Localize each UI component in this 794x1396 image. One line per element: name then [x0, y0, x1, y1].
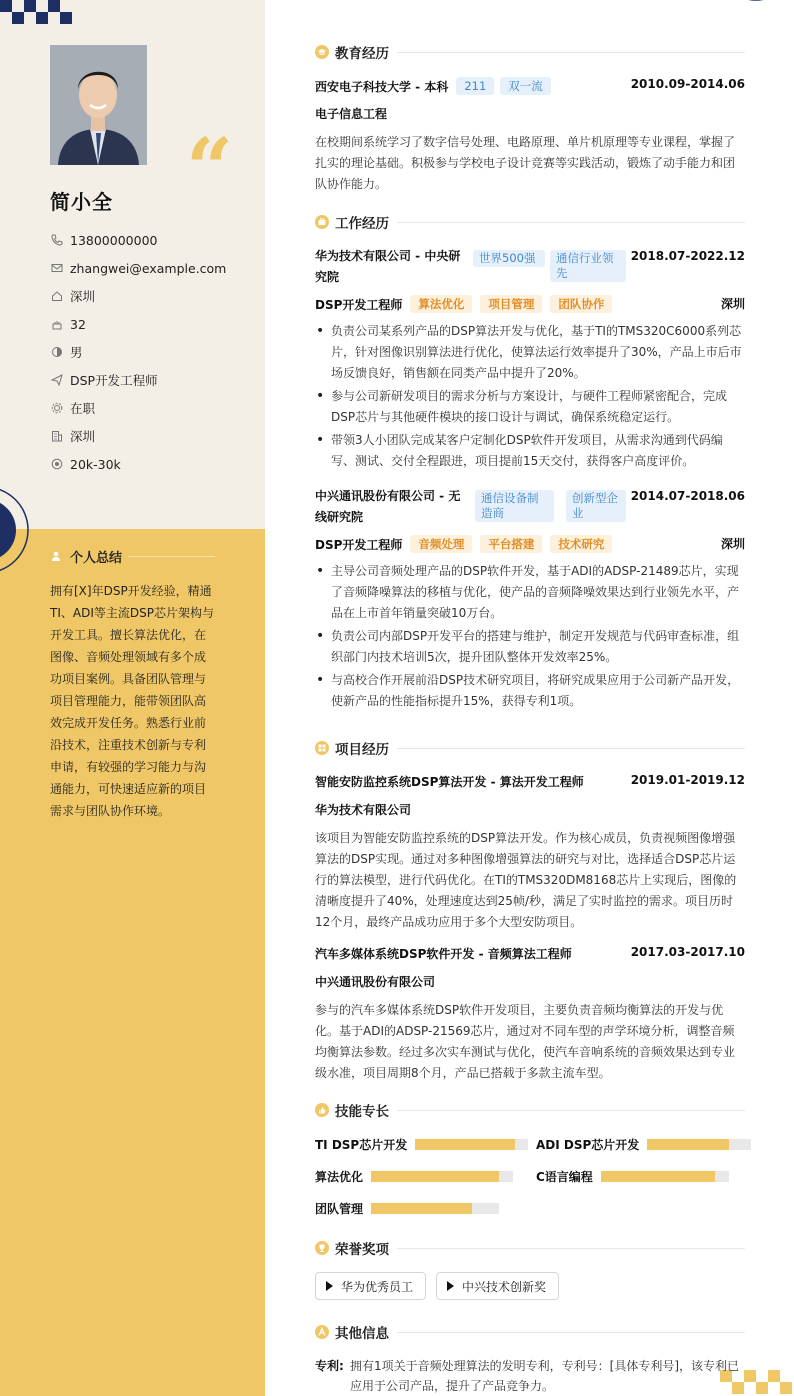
info-phone-text: 13800000000 [70, 232, 158, 248]
job-skill-tag: 项目管理 [480, 295, 542, 313]
award-label: 华为优秀员工 [341, 1279, 414, 1294]
mail-icon [50, 261, 64, 275]
projects-divider [397, 748, 745, 749]
job-tag: 创新型企业 [566, 490, 626, 522]
skill-name: 算法优化 [315, 1169, 364, 1184]
ring-decoration-right [718, 0, 794, 38]
award-chip [436, 1272, 559, 1300]
education-major: 电子信息工程 [315, 107, 388, 121]
work-header [315, 212, 745, 232]
job-skill-tag: 技术研究 [550, 535, 612, 553]
skills-header [315, 1100, 745, 1120]
list-item: • 带领3人小团队完成某客户定制化DSP软件开发项目，从需求沟通到代码编写、测试、交付全程跟进，项目提前15天交付，获得客户高度评价。 [315, 430, 745, 472]
graduation-cap-icon [315, 45, 329, 59]
work-title: 工作经历 [335, 216, 389, 232]
education-title: 教育经历 [335, 46, 389, 62]
summary-divider [128, 556, 215, 557]
job-role: DSP开发工程师 [315, 297, 403, 312]
education-tag: 双一流 [500, 77, 551, 95]
skill-item [315, 1136, 528, 1152]
list-item: • 参与公司新研发项目的需求分析与方案设计，与硬件工程师紧密配合，完成DSP芯片与其他硬件模块的接口设计与调试，确保系统稳定运行。 [315, 386, 745, 428]
other-title: 其他信息 [335, 1326, 389, 1342]
skill-bar [601, 1171, 729, 1182]
job-tag: 世界500强 [473, 250, 545, 267]
sidebar [0, 0, 265, 1396]
other-text: 拥有1项关于音频处理算法的发明专利，专利号：[具体专利号]，该专利已应用于公司产品，提升了产品竞争力。 [350, 1359, 740, 1393]
skill-bar-fill [371, 1203, 472, 1214]
home-icon [50, 289, 64, 303]
job-bullets [315, 321, 745, 474]
project-name: 智能安防监控系统DSP算法开发 - 算法开发工程师 [315, 775, 584, 789]
summary-text: 拥有[X]年DSP开发经验，精通TI、ADI等主流DSP芯片架构与开发工具。擅长算法优化，在图像、音频处理领域有多个成功项目案例。具备团队管理与项目管理能力，能带领团队高效完成开发任务。熟悉行业前沿技术，注重技术创新与专利申请，有较强的学习能力与沟通能力，可快速适应新的项目需求与团队协作环境。 [50, 584, 214, 818]
awards-divider [397, 1248, 745, 1249]
skill-name: C语言编程 [536, 1169, 593, 1184]
info-city [50, 422, 226, 450]
trophy-icon [315, 1241, 329, 1255]
other-header [315, 1322, 745, 1342]
skill-item [536, 1168, 729, 1184]
job-skill-tag: 算法优化 [410, 295, 472, 313]
education-school: 西安电子科技大学 - 本科 [315, 79, 449, 94]
info-salary-text: 20k-30k [70, 456, 121, 472]
info-phone [50, 226, 226, 254]
checker-decoration [0, 0, 80, 26]
phone-icon [50, 233, 64, 247]
skill-bar-fill [371, 1171, 499, 1182]
skill-item [536, 1136, 751, 1152]
list-item: • 与高校合作开展前沿DSP技术研究项目，将研究成果应用于公司新产品开发，使新产品的性能指标提升15%，获得专利1项。 [315, 670, 745, 712]
ring-decoration-left [0, 485, 45, 575]
play-icon [326, 1281, 333, 1291]
job-role: DSP开发工程师 [315, 537, 403, 552]
project-name: 汽车多媒体系统DSP软件开发 - 音频算法工程师 [315, 947, 572, 961]
job-skill-tag: 平台搭建 [480, 535, 542, 553]
info-email [50, 254, 226, 282]
info-gender [50, 338, 226, 366]
job-company: 华为技术有限公司 - 中央研究院 [315, 249, 461, 284]
send-icon [50, 373, 64, 387]
contact-info-list [50, 226, 226, 478]
info-salary [50, 450, 226, 478]
info-city-text: 深圳 [70, 429, 96, 444]
other-label: 专利: [315, 1359, 344, 1373]
skill-bar [415, 1139, 528, 1150]
education-header [315, 42, 745, 62]
skill-bar [371, 1203, 499, 1214]
projects-title: 项目经历 [335, 742, 389, 758]
skills-title: 技能专长 [335, 1104, 389, 1120]
skill-item [315, 1168, 513, 1184]
job-city: 深圳 [720, 297, 745, 311]
skill-bar-fill [601, 1171, 715, 1182]
play-icon [447, 1281, 454, 1291]
skill-bar [647, 1139, 751, 1150]
award-chip [315, 1272, 426, 1300]
job-role-row [315, 535, 612, 553]
job-company: 中兴通讯股份有限公司 - 无线研究院 [315, 489, 461, 524]
salary-icon [50, 457, 64, 471]
candidate-name: 简小全 [50, 190, 113, 214]
awards-header [315, 1238, 745, 1258]
skill-bar [371, 1171, 513, 1182]
age-icon [50, 317, 64, 331]
skill-name: ADI DSP芯片开发 [536, 1137, 640, 1152]
info-status-text: 在职 [70, 401, 96, 416]
skill-name: 团队管理 [315, 1201, 364, 1216]
project-company: 中兴通讯股份有限公司 [315, 975, 436, 989]
job-bullets [315, 561, 745, 714]
awards-title: 荣誉奖项 [335, 1242, 389, 1258]
skills-divider [397, 1110, 745, 1111]
info-age-text: 32 [70, 316, 86, 332]
project-description: 该项目为智能安防监控系统的DSP算法开发。作为核心成员，负责视频图像增强算法的DSP实现。通过对多种图像增强算法的研究与对比，选择适合DSP芯片运行的算法模型，进行代码优化。在TI的TMS320DM8168芯片上实现后，图像的清晰度提升了40%，处理速度达到25帧/秒，满足了实时监控的需求。项目历时12个月，最终产品成功应用于多个大型安防项目。 [315, 831, 737, 929]
gender-icon [50, 345, 64, 359]
summary-header [50, 547, 215, 566]
job-city: 深圳 [720, 537, 745, 551]
person-icon [50, 550, 64, 564]
info-location-text: 深圳 [70, 289, 96, 304]
skill-bar-fill [415, 1139, 514, 1150]
skill-item [315, 1200, 499, 1216]
project-description: 参与的汽车多媒体系统DSP软件开发项目，主要负责音频均衡算法的开发与优化。基于ADI的ADSP-21569芯片，通过对不同车型的声学环境分析，调整音频均衡算法参数。经过多次实车测试与优化，使汽车音响系统的音频效果达到专业级水准，项目周期8个月，产品已搭载于多款主流车型。 [315, 1003, 736, 1080]
list-item: • 主导公司音频处理产品的DSP软件开发，基于ADI的ADSP-21489芯片，实现了音频降噪算法的移植与优化，使产品的音频降噪效果达到行业领先水平，产品在上市首年销量突破10万台。 [315, 561, 745, 624]
education-school-row [315, 77, 551, 95]
award-label: 中兴技术创新奖 [462, 1279, 547, 1294]
job-role-row [315, 295, 612, 313]
job-skill-tag: 团队协作 [550, 295, 612, 313]
skill-name: TI DSP芯片开发 [315, 1137, 408, 1152]
project-date: 2017.03-2017.10 [630, 945, 745, 959]
projects-header [315, 738, 745, 758]
status-icon [50, 401, 64, 415]
work-divider [397, 222, 745, 223]
info-email-text: zhangwei@example.com [70, 260, 227, 276]
info-location [50, 282, 226, 310]
info-position-text: DSP开发工程师 [70, 373, 158, 388]
education-date: 2010.09-2014.06 [630, 77, 745, 91]
other-divider [397, 1332, 745, 1333]
info-icon [315, 1325, 329, 1339]
project-company: 华为技术有限公司 [315, 803, 412, 817]
education-tag: 211 [456, 77, 494, 95]
project-date: 2019.01-2019.12 [630, 773, 745, 787]
info-age [50, 310, 226, 338]
list-item: • 负责公司内部DSP开发平台的搭建与维护，制定开发规范与代码审查标准，组织部门内技术培训5次，提升团队整体开发效率25%。 [315, 626, 745, 668]
info-gender-text: 男 [70, 345, 83, 360]
list-item: • 负责公司某系列产品的DSP算法开发与优化，基于TI的TMS320C6000系列芯片，针对图像识别算法进行优化，使算法运行效率提升了30%，产品上市后市场反馈良好，销售额在同类产品中提升了20%。 [315, 321, 745, 384]
job-date: 2018.07-2022.12 [630, 249, 745, 263]
info-status [50, 394, 226, 422]
job-tag: 通信行业领先 [550, 250, 626, 282]
grid-icon [315, 741, 329, 755]
skill-bar-fill [647, 1139, 729, 1150]
thumbs-up-icon [315, 1103, 329, 1117]
avatar [50, 45, 147, 165]
quote-icon: “ [186, 121, 234, 217]
job-skill-tag: 音频处理 [410, 535, 472, 553]
job-tag: 通信设备制造商 [475, 490, 554, 522]
info-position [50, 366, 226, 394]
education-description: 在校期间系统学习了数字信号处理、电路原理、单片机原理等专业课程，掌握了扎实的理论基础。积极参与学校电子设计竞赛等实践活动，锻炼了动手能力和团队协作能力。 [315, 135, 736, 191]
education-divider [397, 52, 745, 53]
job-date: 2014.07-2018.06 [630, 489, 745, 503]
briefcase-icon [315, 215, 329, 229]
building-icon [50, 429, 64, 443]
summary-title: 个人总结 [70, 551, 123, 566]
